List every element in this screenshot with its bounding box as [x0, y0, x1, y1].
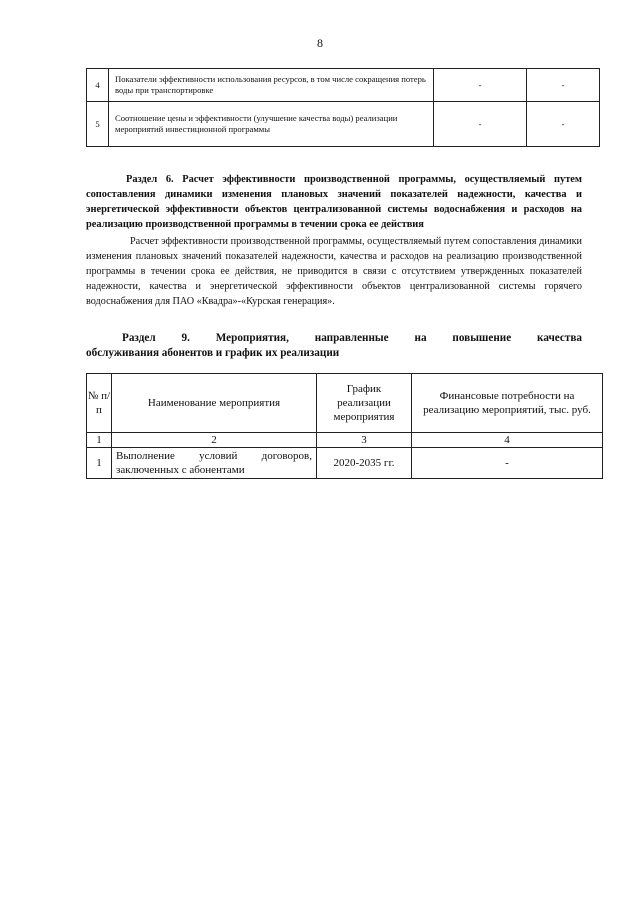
table-header-row: [87, 374, 603, 433]
table-index-row: [87, 433, 603, 448]
table-row: [87, 69, 600, 102]
row-number: 5: [87, 102, 109, 147]
measures-table: [86, 373, 603, 479]
indicator-text: Показатели эффективности использования ресурсов, в том числе сокращения потерь воды при транспортировке: [109, 69, 434, 102]
index-cell: 3: [317, 433, 412, 448]
index-cell: 1: [87, 433, 112, 448]
index-cell: 2: [112, 433, 317, 448]
section-9-title: [86, 331, 582, 361]
header-num: № п/п: [87, 374, 112, 433]
measure-finance: -: [412, 448, 603, 479]
indicator-value: -: [527, 69, 600, 102]
row-number: 1: [87, 448, 112, 479]
section-6-title: Раздел 6. Расчет эффективности производственной программы, осуществляемый путем сопоставления динамики изменения плановых значений показателей надежности, качества и энергетической эффективности объектов централизованной системы водоснабжения и расходов на реализацию производственной программы в течении срока ее действия: [86, 174, 582, 230]
row-number: 4: [87, 69, 109, 102]
page-number: 8: [317, 36, 323, 50]
indicator-text: Соотношение цены и эффективности (улучшение качества воды) реализации мероприятий инвестиционной программы: [109, 102, 434, 147]
table-row: [87, 102, 600, 147]
section-9-title-line1: Раздел 9. Мероприятия, направленные на повышение качества: [122, 332, 582, 344]
indicator-value: -: [527, 102, 600, 147]
indicator-value: -: [434, 69, 527, 102]
table-row: [87, 448, 603, 479]
index-cell: 4: [412, 433, 603, 448]
indicator-value: -: [434, 102, 527, 147]
header-name: Наименование мероприятия: [112, 374, 317, 433]
section-6-body: Расчет эффективности производственной программы, осуществляемый путем сопоставления динамики изменения плановых значений показателей надежности, качества и расходов на реализацию производственной программы в течении срока ее действия, не приводится в связи с отсутствием утвержденных показателей надежности, качества и энергетической эффективности объектов централизованной системы горячего водоснабжения для ПАО «Квадра»-«Курская генерация».: [86, 236, 582, 307]
section-9-title-line2: обслуживания абонентов и график их реализации: [86, 347, 340, 359]
indicators-table: [86, 68, 600, 147]
measure-schedule: 2020-2035 гг.: [317, 448, 412, 479]
header-schedule: График реализации мероприятия: [317, 374, 412, 433]
measure-name: Выполнение условий договоров, заключенных с абонентами: [112, 448, 317, 479]
header-finance: Финансовые потребности на реализацию мероприятий, тыс. руб.: [412, 374, 603, 433]
